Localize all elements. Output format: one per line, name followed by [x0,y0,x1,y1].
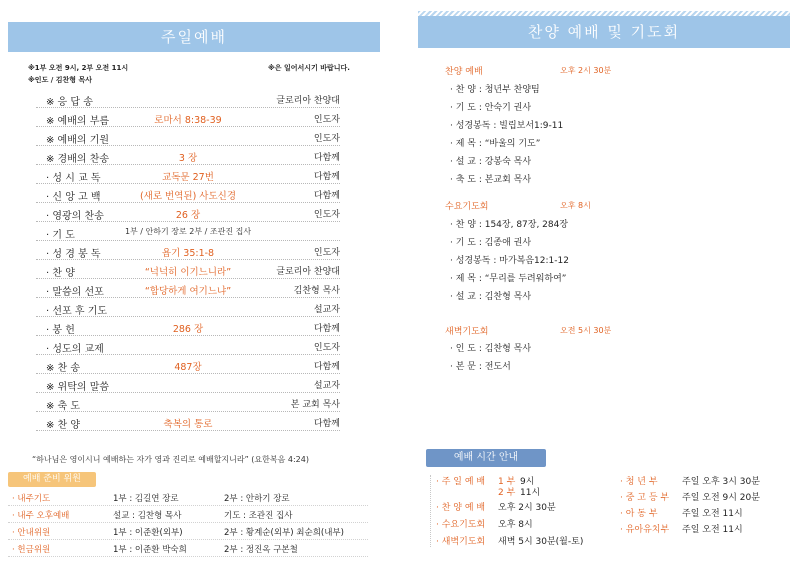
order-leader: 다함께 [313,172,340,182]
order-item: ※ 위탁의 말씀 [46,382,110,393]
praise-worship-time: 오후 2시 30분 [560,66,612,75]
order-leader: 글로리아 찬양대 [276,96,340,106]
order-row [36,204,340,222]
order-item: · 신 앙 고 백 [46,192,101,203]
order-row [36,109,340,127]
order-row [36,394,340,412]
prep-row [8,507,368,523]
order-row [36,318,340,336]
order-item: · 성도의 교제 [46,344,104,355]
order-item: ※ 예배의 기원 [46,135,110,146]
order-row [36,299,340,317]
order-leader: 김찬형 목사 [293,286,340,296]
schedule-row [620,490,790,504]
schedule-key: · 새벽기도회 [436,537,486,547]
order-leader: 다함께 [313,419,340,429]
prep-first: 1부 : 이준환 박숙희 [113,545,187,555]
prep-first: 설교 : 김찬형 목사 [113,511,182,521]
schedule-label: 예배 시간 안내 [426,449,546,467]
schedule-value: 2 부 [498,488,516,498]
wednesday-item: · 설 교 : 김찬형 목사 [450,292,532,302]
prep-row [8,524,368,540]
order-leader: 설교자 [313,305,340,315]
sunday-worship-title: 주일예배 [8,22,380,52]
dawn-prayer-heading: 새벽기도회 [445,327,489,337]
service-times: ※1부 오전 9시, 2부 오전 11시 [28,64,129,72]
order-leader: 인도자 [313,248,340,258]
order-leader: 인도자 [313,210,340,220]
order-detail: 487장 [174,362,202,373]
order-leader: 설교자 [313,381,340,391]
prep-committee-label: 예배 준비 위원 [8,472,96,487]
praise-worship-heading: 찬양 예배 [445,67,483,77]
prep-second: 기도 : 조관진 집사 [224,511,293,521]
praise-prayer-title: 찬양 예배 및 기도회 [418,16,790,48]
schedule-dept: · 청 년 부 [620,477,658,487]
order-item: · 성 시 교 독 [46,173,101,184]
order-row [36,280,340,298]
praise-item: · 축 도 : 본교회 목사 [450,175,532,185]
order-detail: (새로 번역된) 사도신경 [139,191,237,202]
prep-role: · 헌금위원 [12,545,51,555]
prep-first: 1부 : 김길연 장로 [113,494,179,504]
schedule-value: 1 부 [498,477,516,487]
order-leader: 본 교회 목사 [290,400,340,410]
order-row [36,90,340,108]
prep-role: · 내주 오후예배 [12,511,70,521]
wednesday-item: · 기 도 : 김종애 권사 [450,238,532,248]
schedule-dept: · 유아유치부 [620,525,670,535]
schedule-time: 11시 [520,488,541,498]
dawn-prayer-time: 오전 5시 30분 [560,326,612,335]
schedule-row [436,485,616,499]
order-item: ※ 찬 양 [46,420,81,431]
order-item: · 말씀의 선포 [46,287,104,298]
order-row [36,337,340,355]
wednesday-prayer-heading: 수요기도회 [445,202,489,212]
prep-first: 1부 : 이준환(외부) [113,528,183,538]
scripture-verse: “하나님은 영이시니 예배하는 자가 영과 진리로 예배할지니라” (요한복음 4:24) [32,455,309,464]
order-leader: 인도자 [313,134,340,144]
order-leader: 다함께 [313,153,340,163]
order-leader: 인도자 [313,115,340,125]
prep-second: 2부 : 황계순(외부) 최순희(내부) [224,528,344,538]
order-leader: 글로리아 찬양대 [276,267,340,277]
wednesday-item: · 성경봉독 : 마가복음12:1-12 [450,256,569,266]
schedule-key: · 찬 양 예 배 [436,503,486,513]
order-detail: 1부 / 안하기 장로 2부 / 조관진 집사 [124,227,252,236]
praise-item: · 제 목 : “바울의 기도” [450,139,541,149]
schedule-time: 9시 [520,477,535,487]
order-row [36,356,340,374]
stand-note: ※은 일어서시기 바랍니다. [268,64,350,72]
praise-item: · 성경봉독 : 빌립보서1:9-11 [450,121,564,131]
order-detail: “합당하게 여기느냐” [144,286,232,297]
praise-item: · 기 도 : 안숙기 권사 [450,103,532,113]
prep-second: 2부 : 안하기 장로 [224,494,290,504]
schedule-dept: · 아 동 부 [620,509,658,519]
order-leader: 인도자 [313,343,340,353]
order-row [36,375,340,393]
schedule-row [620,474,790,488]
praise-item: · 설 교 : 강봉숙 목사 [450,157,532,167]
schedule-value: 새벽 5시 30분(월-토) [498,537,584,547]
order-row [36,413,340,431]
schedule-value: 오후 8시 [498,520,533,530]
order-item: ※ 경배의 찬송 [46,154,110,165]
order-item: ※ 축 도 [46,401,81,412]
order-detail: “넉넉히 이기느니라” [144,267,232,278]
schedule-dept-time: 주일 오후 3시 30분 [682,477,760,487]
order-leader: 다함께 [313,191,340,201]
dawn-item: · 인 도 : 김찬형 목사 [450,344,532,354]
schedule-dept-time: 주일 오전 9시 20분 [682,493,760,503]
order-item: · 선포 후 기도 [46,306,108,317]
order-row [36,223,340,241]
schedule-row [620,522,790,536]
schedule-key: · 수요기도회 [436,520,486,530]
order-item: · 영광의 찬송 [46,211,104,222]
order-row [36,166,340,184]
order-row [36,242,340,260]
order-item: · 찬 양 [46,268,75,279]
schedule-dept: · 중 고 등 부 [620,493,670,503]
schedule-row [436,500,616,514]
order-detail: 286 장 [172,324,204,335]
schedule-row [436,534,616,548]
prep-row [8,490,368,506]
order-item: · 봉 헌 [46,325,75,336]
schedule-divider-left [430,475,431,547]
schedule-value: 오후 2시 30분 [498,503,556,513]
prep-row [8,541,368,557]
schedule-row [436,517,616,531]
dawn-item: · 본 문 : 전도서 [450,362,511,372]
order-row [36,185,340,203]
order-detail: 3 장 [178,153,198,164]
order-item: ※ 응 답 송 [46,97,93,108]
order-row [36,128,340,146]
order-item: ※ 찬 송 [46,363,81,374]
order-detail: 로마서 8:38-39 [154,115,222,126]
prep-second: 2부 : 정진옥 구본철 [224,545,298,555]
order-item: · 기 도 [46,230,75,241]
wednesday-item: · 제 목 : “무리를 두려워하여” [450,274,567,284]
schedule-key: · 주 일 예 배 [436,477,486,487]
leader-note: ※인도 / 김찬형 목사 [28,76,93,84]
prep-role: · 내주기도 [12,494,51,504]
order-leader: 다함께 [313,324,340,334]
order-item: ※ 예배의 부름 [46,116,110,127]
order-detail: 교독문 27번 [162,172,214,183]
schedule-row [620,506,790,520]
order-row [36,261,340,279]
wednesday-item: · 찬 양 : 154장, 87장, 284장 [450,220,569,230]
schedule-dept-time: 주일 오전 11시 [682,525,743,535]
schedule-dept-time: 주일 오전 11시 [682,509,743,519]
praise-item: · 찬 양 : 청년부 찬양팀 [450,85,540,95]
order-detail: 욥기 35:1-8 [161,248,215,259]
prep-role: · 안내위원 [12,528,51,538]
order-item: · 성 경 봉 독 [46,249,101,260]
order-leader: 다함께 [313,362,340,372]
order-detail: 축복의 통로 [163,419,213,430]
order-detail: 26 장 [175,210,201,221]
order-row [36,147,340,165]
wednesday-prayer-time: 오후 8시 [560,201,591,210]
